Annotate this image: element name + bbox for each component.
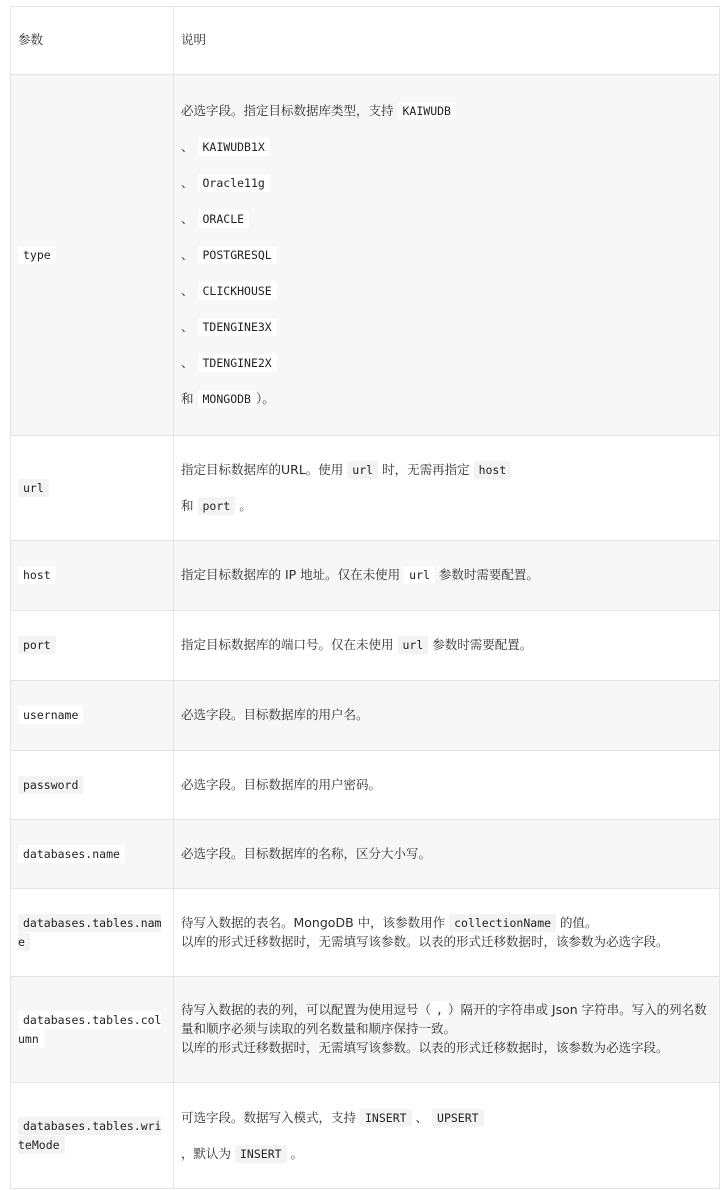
param-cell [11, 820, 174, 889]
desc-cell [174, 75, 720, 436]
separator: 、 [181, 283, 194, 298]
param-code: username [18, 706, 83, 724]
param-code: databases.name [18, 845, 125, 863]
separator: 、 [181, 247, 194, 262]
desc-text: ）。 [255, 391, 275, 406]
desc-text: 参数时需要配置。 [438, 567, 539, 583]
inline-code: INSERT [360, 1109, 412, 1127]
desc-cell: 必选字段。目标数据库的用户名。 [174, 681, 720, 751]
desc-text: ，默认为 [181, 1145, 232, 1161]
param-code: password [18, 776, 83, 794]
inline-code: collectionName [449, 914, 556, 932]
param-code: databases.tables.writeMode [18, 1118, 162, 1152]
table-row [11, 977, 720, 1083]
inline-code: host [474, 461, 512, 479]
type-option: CLICKHOUSE [198, 282, 277, 300]
type-option: KAIWUDB [398, 102, 456, 120]
desc-text: ）隔开的字符串或 Json 字符串。写入的列名数量和顺序必须与读取的列名数量和顺序保持一致。 [181, 1002, 707, 1037]
param-code: type [18, 246, 56, 264]
desc-cell [174, 436, 720, 541]
separator: 、 [181, 355, 194, 370]
desc-cell [174, 977, 720, 1083]
table-row [11, 436, 720, 541]
table-row [11, 75, 720, 436]
table-row [11, 751, 720, 820]
header-param: 参数 [11, 7, 174, 75]
type-option: POSTGRESQL [198, 246, 277, 264]
param-code: url [18, 479, 49, 497]
table-header-row [11, 7, 720, 75]
table-row [11, 1083, 720, 1189]
conjunction: 和 [181, 391, 194, 406]
desc-cell [174, 541, 720, 611]
param-cell [11, 436, 174, 541]
separator: 、 [181, 139, 194, 154]
desc-cell: 必选字段。目标数据库的名称，区分大小写。 [174, 820, 720, 889]
table-row [11, 681, 720, 751]
inline-code: url [404, 566, 435, 584]
type-option: MONGODB [198, 390, 256, 408]
desc-text: 必选字段。指定目标数据库类型，支持 [181, 103, 394, 118]
param-cell [11, 681, 174, 751]
table-row [11, 889, 720, 977]
desc-text: 。 [239, 498, 252, 513]
desc-text: 时，无需再指定 [382, 462, 470, 477]
type-option: KAIWUDB1X [198, 138, 270, 156]
separator: 、 [181, 319, 194, 334]
param-cell [11, 977, 174, 1083]
desc-text: 和 [181, 498, 194, 513]
inline-code: UPSERT [432, 1109, 484, 1127]
desc-cell [174, 889, 720, 977]
type-option: Oracle11g [198, 174, 270, 192]
type-option: TDENGINE3X [198, 318, 277, 336]
desc-text: 待写入数据的表的列，可以配置为使用逗号（ [181, 1002, 432, 1018]
inline-code: port [198, 497, 236, 515]
param-cell [11, 611, 174, 681]
desc-text: 的值。 [560, 914, 598, 930]
table-row [11, 611, 720, 681]
param-cell [11, 75, 174, 436]
desc-text: 指定目标数据库的 IP 地址。仅在未使用 [181, 567, 401, 583]
desc-text: 可选字段。数据写入模式，支持 [181, 1109, 357, 1125]
param-code: databases.tables.column [18, 1012, 162, 1046]
separator: 、 [181, 211, 194, 226]
param-cell [11, 889, 174, 977]
desc-text: 以库的形式迁移数据时，无需填写该参数。以表的形式迁移数据时，该参数为必选字段。 [181, 1039, 669, 1055]
separator: 、 [181, 175, 194, 190]
desc-text: 参数时需要配置。 [432, 637, 533, 653]
inline-code: url [398, 636, 429, 654]
table-row [11, 820, 720, 889]
inline-code: INSERT [235, 1145, 287, 1163]
param-code: host [18, 566, 56, 584]
desc-text: 。 [290, 1145, 304, 1161]
table-row [11, 541, 720, 611]
desc-text: 指定目标数据库的端口号。仅在未使用 [181, 637, 394, 653]
param-code: port [18, 636, 56, 654]
desc-text: 指定目标数据库的URL。使用 [181, 462, 344, 477]
desc-text: 待写入数据的表名。MongoDB 中，该参数用作 [181, 914, 446, 930]
param-cell [11, 1083, 174, 1189]
desc-cell [174, 1083, 720, 1189]
desc-cell: 必选字段。目标数据库的用户密码。 [174, 751, 720, 820]
type-option: ORACLE [198, 210, 250, 228]
param-cell [11, 751, 174, 820]
parameter-table [10, 6, 720, 1189]
desc-text: 、 [415, 1109, 429, 1125]
param-code: databases.tables.name [18, 915, 162, 949]
inline-code: , [431, 1001, 448, 1019]
param-cell [11, 541, 174, 611]
header-desc: 说明 [174, 7, 720, 75]
inline-code: url [347, 461, 378, 479]
desc-text: 以库的形式迁移数据时，无需填写该参数。以表的形式迁移数据时，该参数为必选字段。 [181, 933, 669, 949]
type-option: TDENGINE2X [198, 354, 277, 372]
desc-cell [174, 611, 720, 681]
